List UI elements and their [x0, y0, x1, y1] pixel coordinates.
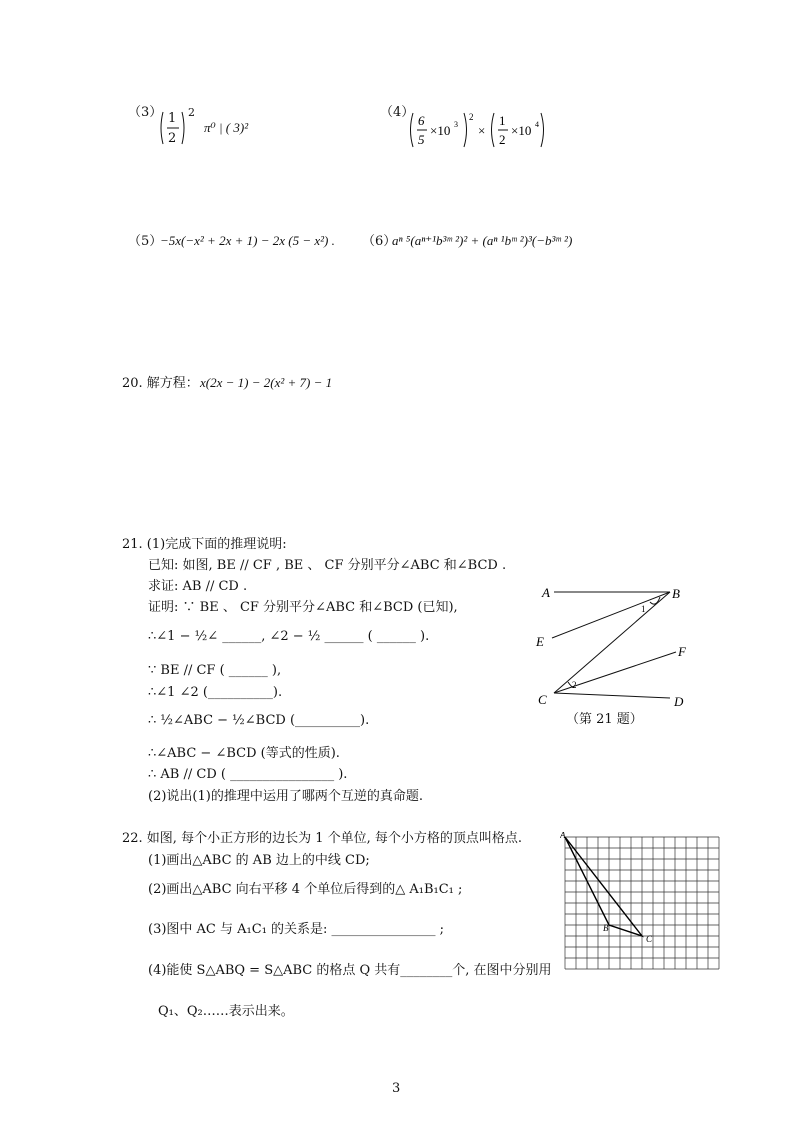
angle-1-label: 1: [641, 604, 646, 614]
q21-to-prove: 求证: AB // CD .: [148, 579, 248, 594]
grid-point-label-b: B: [603, 923, 609, 933]
q22-part-1: (1)画出△ABC 的 AB 边上的中线 CD;: [148, 853, 370, 868]
q21-proof-start: 证明: ∵ BE 、 CF 分别平分∠ABC 和∠BCD (已知),: [148, 600, 458, 615]
point-f-label: F: [678, 644, 686, 659]
svg-text:2: 2: [499, 132, 506, 147]
svg-text:4: 4: [535, 120, 539, 129]
point-e-label: E: [536, 634, 544, 649]
q21-proof-step-2: ∵ BE // CF ( ______ ),: [148, 663, 282, 678]
q21-proof-step-4: ∴ ½∠ABC − ½∠BCD (__________).: [148, 713, 370, 728]
q22-line-1: 22. 如图, 每个小正方形的边长为 1 个单位, 每个小方格的顶点叫格点.: [122, 831, 523, 846]
point-d-label: D: [674, 694, 684, 709]
problem-6-number: （6）: [362, 234, 397, 249]
q21-geometry-diagram: [530, 580, 700, 730]
problem-5-expression: −5x(−x² + 2x + 1) − 2x (5 − x²) .: [160, 233, 335, 248]
q20-label: 20. 解方程：: [122, 376, 199, 391]
problem-4-number: （4）: [380, 105, 415, 120]
svg-text:1: 1: [499, 113, 506, 128]
svg-text:×10: ×10: [511, 123, 532, 138]
q21-given: 已知: 如图, BE // CF , BE 、 CF 分别平分∠ABC 和∠BCD .: [148, 558, 507, 573]
q22-part-3: (3)图中 AC 与 A₁C₁ 的关系是: ________________ ;: [148, 922, 445, 937]
problem-3-frac-num: 1: [168, 111, 177, 126]
problem-5-number: （5）: [128, 234, 163, 249]
q21-line-1: 21. (1)完成下面的推理说明:: [122, 537, 287, 552]
q21-figure-caption: （第 21 题）: [566, 712, 643, 727]
q21-proof-step-1: ∴∠1 − ½∠ ______, ∠2 − ½ ______ ( ______ ).: [148, 629, 430, 644]
grid-point-label-a: A: [560, 832, 566, 840]
problem-3-exponent: 2: [188, 106, 195, 119]
q21-proof-step-6: ∴ AB // CD ( ________________ ).: [148, 767, 348, 782]
problem-4-expression: [408, 110, 548, 150]
svg-text:6: 6: [418, 113, 425, 128]
q22-grid-figure: [560, 832, 730, 984]
problem-3-frac-den: 2: [168, 131, 177, 146]
problem-3-rest: π⁰ | ( 3)²: [204, 120, 249, 135]
svg-text:3: 3: [454, 120, 458, 129]
grid-point-label-c: C: [646, 934, 653, 944]
point-b-label: B: [672, 586, 680, 601]
q22-part-4: (4)能使 S△ABQ = S△ABC 的格点 Q 共有________个, 在图中分别用: [148, 963, 552, 978]
q22-part-4-cont: Q₁、Q₂……表示出来。: [158, 1004, 294, 1019]
svg-text:×10: ×10: [430, 123, 451, 138]
q21-figure: [530, 580, 700, 730]
triangle-abc: [565, 837, 642, 936]
q22-part-2: (2)画出△ABC 向右平移 4 个单位后得到的△ A₁B₁C₁ ;: [148, 882, 463, 897]
svg-text:×: ×: [478, 123, 486, 138]
q21-part-2: (2)说出(1)的推理中运用了哪两个互逆的真命题.: [148, 789, 423, 804]
q20-equation: x(2x − 1) − 2(x² + 7) − 1: [200, 375, 333, 390]
q21-proof-step-5: ∴∠ABC − ∠BCD (等式的性质).: [148, 746, 340, 761]
svg-text:5: 5: [418, 132, 425, 147]
svg-text:2: 2: [469, 112, 474, 122]
angle-2-label: 2: [572, 680, 577, 690]
q22-grid: [560, 832, 730, 984]
q21-proof-step-3: ∴∠1 ∠2 (__________).: [148, 685, 283, 700]
page-number: 3: [392, 1081, 401, 1096]
problem-6-expression: aⁿ ⁵(aⁿ⁺¹b³ᵐ ²)² + (aⁿ ¹bᵐ ²)³(−b³ᵐ ²): [392, 233, 573, 248]
problem-3-number: （3）: [128, 105, 163, 120]
problem-4-expression-graphic: [408, 110, 548, 150]
point-c-label: C: [538, 692, 547, 707]
point-a-label: A: [542, 585, 550, 600]
